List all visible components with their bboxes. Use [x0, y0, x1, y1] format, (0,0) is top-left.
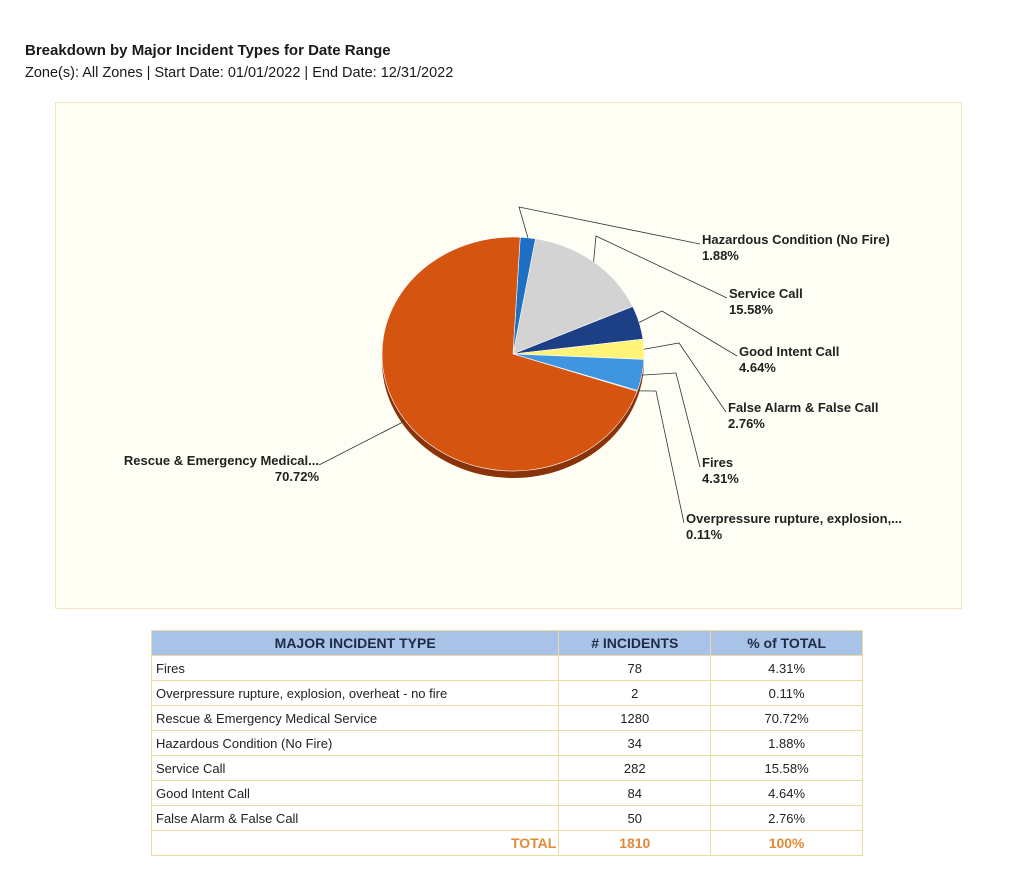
slice-percent-1: 15.58%	[729, 302, 774, 317]
table-row	[152, 706, 863, 731]
total-incidents: 1810	[559, 831, 711, 856]
slice-label-6: Rescue & Emergency Medical...	[123, 453, 319, 468]
cell-percent: 4.31%	[711, 656, 863, 681]
header-incidents: # INCIDENTS	[559, 631, 711, 656]
cell-incidents: 84	[559, 781, 711, 806]
slice-percent-4: 4.31%	[702, 471, 739, 486]
leader-line-5	[637, 391, 684, 523]
slice-label-4: Fires	[702, 455, 734, 470]
cell-percent: 1.88%	[711, 731, 863, 756]
cell-percent: 4.64%	[711, 781, 863, 806]
table-row	[152, 806, 863, 831]
total-label: TOTAL	[152, 831, 559, 856]
report-subtitle: Zone(s): All Zones | Start Date: 01/01/2022 | End Date: 12/31/2022	[25, 65, 454, 81]
total-percent: 100%	[711, 831, 863, 856]
slice-label-5: Overpressure rupture, explosion,...	[686, 511, 903, 526]
cell-type: Service Call	[152, 756, 559, 781]
cell-type: Good Intent Call	[152, 781, 559, 806]
table-row	[152, 781, 863, 806]
slice-percent-6: 70.72%	[274, 469, 319, 484]
cell-percent: 2.76%	[711, 806, 863, 831]
slice-percent-0: 1.88%	[702, 248, 739, 263]
header-percent: % of TOTAL	[711, 631, 863, 656]
incident-summary-table	[151, 630, 863, 856]
cell-percent: 15.58%	[711, 756, 863, 781]
slice-label-0: Hazardous Condition (No Fire)	[702, 232, 890, 247]
table-row	[152, 681, 863, 706]
slice-percent-3: 2.76%	[728, 416, 765, 431]
leader-line-0	[519, 207, 700, 244]
leader-line-6	[319, 420, 405, 465]
cell-type: Fires	[152, 656, 559, 681]
table-row	[152, 731, 863, 756]
cell-incidents: 1280	[559, 706, 711, 731]
table-total-row	[152, 831, 863, 856]
slice-label-1: Service Call	[729, 286, 803, 301]
slice-label-3: False Alarm & False Call	[728, 400, 879, 415]
cell-percent: 0.11%	[711, 681, 863, 706]
cell-type: False Alarm & False Call	[152, 806, 559, 831]
cell-incidents: 50	[559, 806, 711, 831]
cell-percent: 70.72%	[711, 706, 863, 731]
report-title: Breakdown by Major Incident Types for Date Range	[25, 42, 391, 59]
cell-incidents: 78	[559, 656, 711, 681]
cell-type: Hazardous Condition (No Fire)	[152, 731, 559, 756]
cell-type: Rescue & Emergency Medical Service	[152, 706, 559, 731]
leader-line-3	[644, 343, 726, 412]
table-row	[152, 656, 863, 681]
table-row	[152, 756, 863, 781]
slice-percent-2: 4.64%	[739, 360, 776, 375]
cell-incidents: 34	[559, 731, 711, 756]
cell-incidents: 2	[559, 681, 711, 706]
leader-line-4	[642, 373, 700, 467]
chart-panel	[55, 102, 962, 609]
pie-chart	[56, 103, 963, 610]
header-incident-type: MAJOR INCIDENT TYPE	[152, 631, 559, 656]
slice-percent-5: 0.11%	[686, 527, 723, 542]
cell-type: Overpressure rupture, explosion, overheat - no fire	[152, 681, 559, 706]
slice-label-2: Good Intent Call	[739, 344, 840, 359]
table-header-row	[152, 631, 863, 656]
leader-line-2	[639, 311, 737, 356]
cell-incidents: 282	[559, 756, 711, 781]
